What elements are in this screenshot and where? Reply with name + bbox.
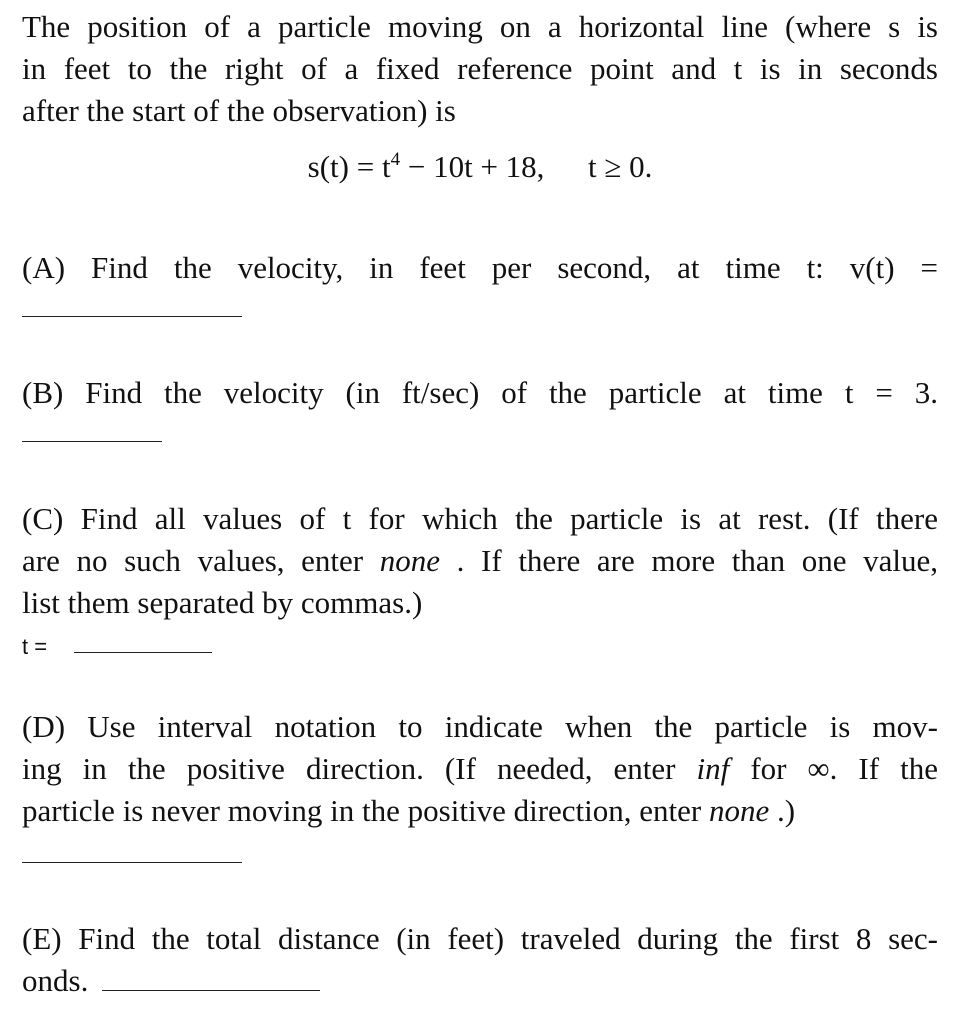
part-b-text: (B) Find the velocity (in ft/sec) of the particle at time t = 3. bbox=[22, 375, 938, 410]
part-b-question bbox=[22, 372, 938, 414]
part-d-line-2 bbox=[22, 748, 938, 790]
equation-condition: t ≥ 0. bbox=[587, 149, 653, 184]
part-d-line-2-pre: ing in the positive direction. (If needed, enter bbox=[22, 751, 697, 786]
intro-line-2: in feet to the right of a fixed reference point and t is in seconds bbox=[22, 51, 938, 86]
part-d-answer-field[interactable] bbox=[22, 862, 242, 863]
equation-rhs: − 10t + 18, bbox=[400, 149, 545, 184]
t-equals-label: t = bbox=[22, 634, 48, 659]
part-c-line-1: (C) Find all values of t for which the particle is at rest. (If there bbox=[22, 501, 938, 536]
inf-keyword: inf bbox=[696, 751, 730, 786]
equation-lhs: s(t) = t bbox=[307, 149, 391, 184]
part-d-line-3 bbox=[22, 790, 938, 832]
part-d-question bbox=[22, 706, 938, 832]
part-d-line-3-pre: particle is never moving in the positive direction, enter bbox=[22, 793, 709, 828]
part-e-question bbox=[22, 918, 938, 1002]
part-c-line-3: list them separated by commas.) bbox=[22, 585, 423, 620]
part-c-line-2-post: . If there are more than one value, bbox=[440, 543, 938, 578]
intro-line-1: The position of a particle moving on a horizontal line (where s is bbox=[22, 9, 938, 44]
intro-line-3: after the start of the observation) is bbox=[22, 93, 456, 128]
part-a-text: (A) Find the velocity, in feet per second, at time t: v(t) = bbox=[22, 250, 938, 285]
part-a-answer-field[interactable] bbox=[22, 316, 242, 317]
part-d-line-3-post: .) bbox=[769, 793, 796, 828]
part-e-line-2 bbox=[22, 960, 938, 1002]
position-equation bbox=[22, 146, 938, 188]
intro-paragraph bbox=[22, 6, 938, 132]
part-c-question bbox=[22, 498, 938, 624]
part-c-line-2-pre: are no such values, enter bbox=[22, 543, 380, 578]
equation-exponent: 4 bbox=[390, 149, 401, 170]
none-keyword-2: none bbox=[708, 793, 770, 828]
part-a-question bbox=[22, 247, 938, 289]
part-c-answer-field[interactable] bbox=[74, 652, 212, 653]
part-d-line-1: (D) Use interval notation to indicate when the particle is mov- bbox=[22, 709, 938, 744]
part-e-line-1: (E) Find the total distance (in feet) traveled during the first 8 sec- bbox=[22, 921, 938, 956]
part-b-answer-field[interactable] bbox=[22, 441, 162, 442]
none-keyword: none bbox=[379, 543, 441, 578]
part-d-line-2-post: for ∞. If the bbox=[729, 751, 938, 786]
part-c-line-2 bbox=[22, 540, 938, 582]
part-e-line-2-text: onds. bbox=[22, 963, 89, 998]
part-e-answer-field[interactable] bbox=[102, 988, 320, 991]
